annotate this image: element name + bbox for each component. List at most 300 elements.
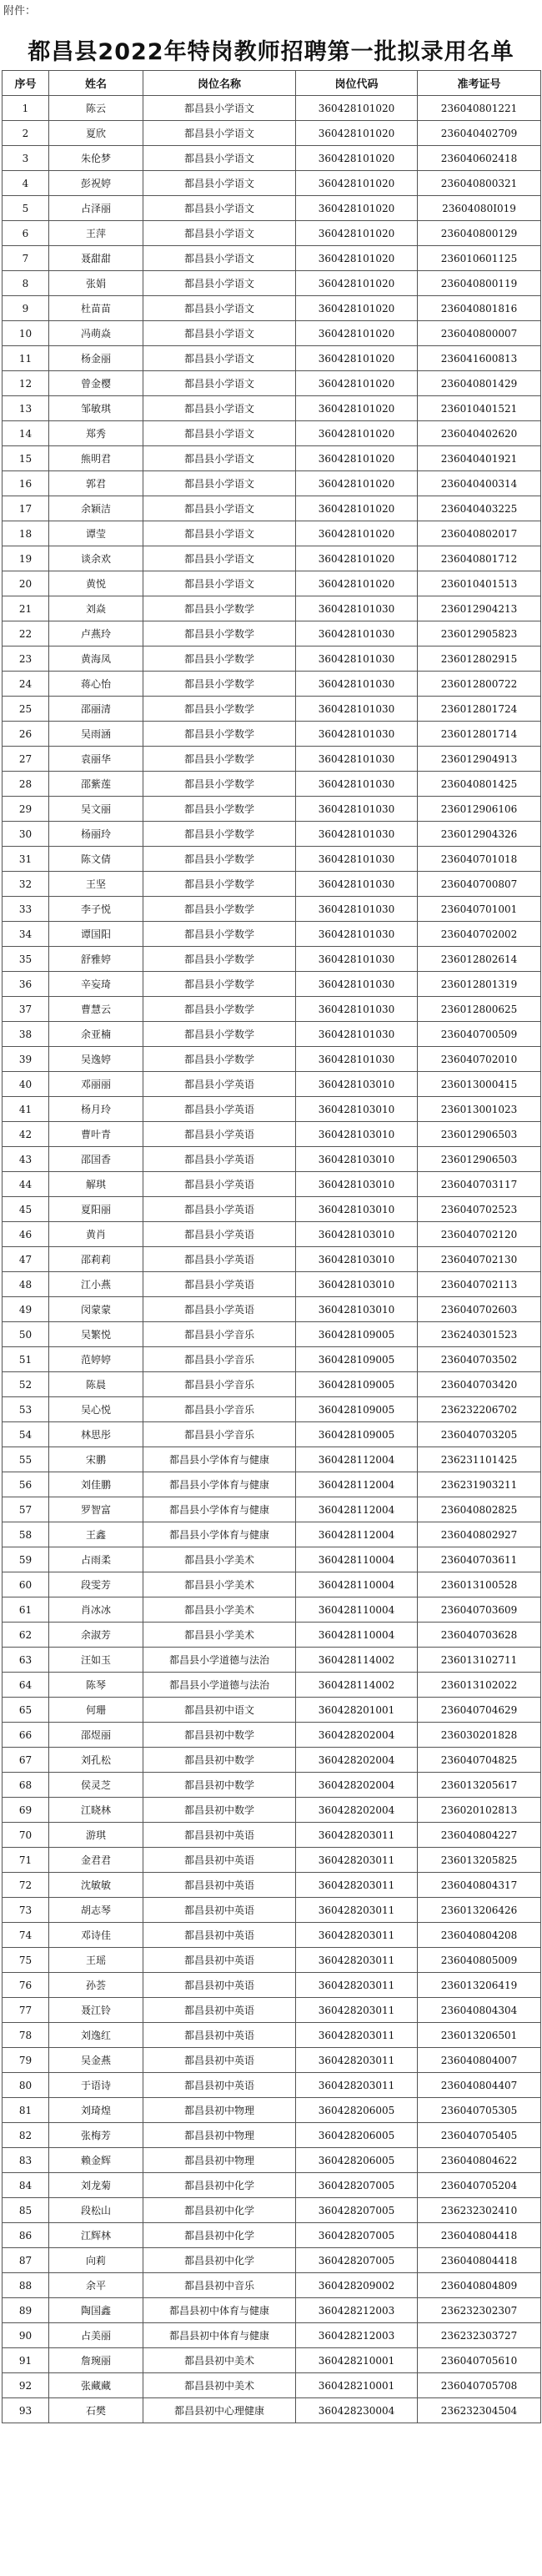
cell-position-name: 都昌县小学英语 [143,1147,296,1172]
cell-index: 31 [3,847,49,872]
cell-position-name: 都昌县小学英语 [143,1272,296,1297]
cell-position-name: 都昌县小学数学 [143,647,296,672]
table-row [3,496,541,521]
cell-index: 57 [3,1497,49,1522]
table-row [3,1798,541,1823]
cell-position-name: 都昌县小学语文 [143,571,296,596]
cell-position-name: 都昌县初中物理 [143,2123,296,2148]
cell-index: 93 [3,2398,49,2423]
table-row [3,521,541,546]
cell-position-name: 都昌县小学数学 [143,797,296,822]
cell-position-name: 都昌县小学数学 [143,822,296,847]
cell-exam-number: 236040804418 [418,2223,541,2248]
cell-exam-number: 236040705610 [418,2348,541,2373]
cell-position-code: 360428109005 [296,1372,418,1397]
cell-index: 78 [3,2023,49,2048]
cell-exam-number: 236040805009 [418,1948,541,1973]
cell-position-name: 都昌县小学数学 [143,847,296,872]
cell-position-name: 都昌县小学数学 [143,621,296,647]
cell-name: 王鑫 [49,1522,143,1547]
cell-name: 段雯芳 [49,1572,143,1597]
cell-exam-number: 236040800129 [418,221,541,246]
cell-position-name: 都昌县小学道德与法治 [143,1648,296,1673]
cell-index: 66 [3,1723,49,1748]
cell-position-name: 都昌县初中数学 [143,1798,296,1823]
cell-name: 曹叶青 [49,1122,143,1147]
cell-position-name: 都昌县初中英语 [143,1973,296,1998]
cell-position-code: 360428101030 [296,972,418,997]
cell-index: 72 [3,1873,49,1898]
cell-position-code: 360428101020 [296,146,418,171]
table-row [3,2173,541,2198]
table-row [3,1447,541,1472]
cell-index: 11 [3,346,49,371]
table-row [3,797,541,822]
cell-name: 范婷婷 [49,1347,143,1372]
cell-index: 24 [3,672,49,697]
cell-position-code: 360428109005 [296,1422,418,1447]
table-row [3,1698,541,1723]
cell-index: 44 [3,1172,49,1197]
cell-name: 熊明君 [49,446,143,471]
cell-name: 彭祝婷 [49,171,143,196]
table-row [3,2398,541,2423]
cell-position-code: 360428101020 [296,446,418,471]
cell-name: 吴金燕 [49,2048,143,2073]
cell-exam-number: 236040804304 [418,1998,541,2023]
cell-name: 郑秀 [49,421,143,446]
cell-position-name: 都昌县小学音乐 [143,1322,296,1347]
table-row [3,1222,541,1247]
cell-position-code: 360428203011 [296,2048,418,2073]
header-index: 序号 [3,71,49,96]
cell-name: 占美丽 [49,2323,143,2348]
cell-position-code: 360428101020 [296,196,418,221]
cell-position-code: 360428212003 [296,2323,418,2348]
cell-exam-number: 236012802614 [418,947,541,972]
table-row [3,1748,541,1773]
table-row [3,772,541,797]
cell-position-code: 360428101020 [296,396,418,421]
cell-exam-number: 236040802825 [418,1497,541,1522]
cell-position-name: 都昌县小学音乐 [143,1397,296,1422]
cell-position-name: 都昌县初中数学 [143,1748,296,1773]
cell-index: 92 [3,2373,49,2398]
cell-index: 36 [3,972,49,997]
cell-position-name: 都昌县初中英语 [143,1948,296,1973]
cell-position-code: 360428101020 [296,521,418,546]
cell-exam-number: 236020102813 [418,1798,541,1823]
cell-index: 12 [3,371,49,396]
table-row [3,146,541,171]
cell-name: 刘孔松 [49,1748,143,1773]
cell-name: 沈敏敏 [49,1873,143,1898]
cell-position-name: 都昌县初中英语 [143,2023,296,2048]
cell-exam-number: 236040402709 [418,121,541,146]
table-row [3,897,541,922]
cell-index: 21 [3,596,49,621]
cell-position-name: 都昌县初中化学 [143,2248,296,2273]
cell-exam-number: 236231903211 [418,1472,541,1497]
cell-position-name: 都昌县小学数学 [143,596,296,621]
table-row [3,1372,541,1397]
table-row [3,371,541,396]
cell-position-name: 都昌县小学数学 [143,897,296,922]
cell-index: 84 [3,2173,49,2198]
table-row [3,2098,541,2123]
cell-name: 谭国阳 [49,922,143,947]
table-row [3,1848,541,1873]
cell-name: 邵紫莲 [49,772,143,797]
cell-position-code: 360428103010 [296,1197,418,1222]
cell-position-name: 都昌县初中数学 [143,1773,296,1798]
cell-exam-number: 236040804418 [418,2248,541,2273]
cell-position-code: 360428101030 [296,872,418,897]
cell-exam-number: 236012904213 [418,596,541,621]
cell-position-code: 360428210001 [296,2348,418,2373]
cell-position-code: 360428203011 [296,1823,418,1848]
cell-index: 88 [3,2273,49,2298]
table-row [3,2248,541,2273]
table-row [3,571,541,596]
cell-exam-number: 236232303727 [418,2323,541,2348]
table-row [3,997,541,1022]
cell-index: 65 [3,1698,49,1723]
cell-position-code: 360428207005 [296,2248,418,2273]
cell-index: 75 [3,1948,49,1973]
cell-position-name: 都昌县小学体育与健康 [143,1497,296,1522]
cell-index: 67 [3,1748,49,1773]
cell-index: 51 [3,1347,49,1372]
cell-name: 黄海凤 [49,647,143,672]
cell-index: 2 [3,121,49,146]
table-row [3,872,541,897]
cell-name: 胡志琴 [49,1898,143,1923]
cell-name: 吴雨涵 [49,722,143,747]
cell-position-code: 360428203011 [296,1973,418,1998]
cell-exam-number: 236040401921 [418,446,541,471]
cell-name: 曾金樱 [49,371,143,396]
cell-position-code: 360428207005 [296,2173,418,2198]
cell-position-name: 都昌县小学英语 [143,1097,296,1122]
table-row [3,1197,541,1222]
table-row [3,1873,541,1898]
cell-position-name: 都昌县小学美术 [143,1597,296,1623]
table-row [3,1572,541,1597]
cell-exam-number: 236040802927 [418,1522,541,1547]
table-row [3,1673,541,1698]
cell-index: 6 [3,221,49,246]
cell-index: 69 [3,1798,49,1823]
cell-name: 邵煜丽 [49,1723,143,1748]
cell-name: 余颖洁 [49,496,143,521]
cell-exam-number: 236012905823 [418,621,541,647]
cell-position-code: 360428101020 [296,421,418,446]
table-row [3,722,541,747]
cell-position-code: 360428101030 [296,897,418,922]
table-header-row [3,71,541,96]
table-row [3,2373,541,2398]
cell-index: 71 [3,1848,49,1873]
cell-exam-number: 236040701018 [418,847,541,872]
cell-position-code: 360428103010 [296,1122,418,1147]
table-row [3,1422,541,1447]
cell-name: 邵国香 [49,1147,143,1172]
cell-exam-number: 236040703420 [418,1372,541,1397]
cell-name: 余淑芳 [49,1623,143,1648]
cell-name: 赖金辉 [49,2148,143,2173]
table-row [3,1047,541,1072]
cell-position-code: 360428103010 [296,1147,418,1172]
cell-exam-number: 236040402620 [418,421,541,446]
cell-position-name: 都昌县小学数学 [143,672,296,697]
cell-position-code: 360428110004 [296,1572,418,1597]
cell-name: 占泽丽 [49,196,143,221]
cell-position-code: 360428112004 [296,1497,418,1522]
cell-name: 陶国鑫 [49,2298,143,2323]
cell-position-code: 360428203011 [296,1998,418,2023]
cell-exam-number: 236040804007 [418,2048,541,2073]
cell-position-name: 都昌县初中英语 [143,2048,296,2073]
cell-position-name: 都昌县小学语文 [143,296,296,321]
cell-name: 杨金丽 [49,346,143,371]
cell-name: 向莉 [49,2248,143,2273]
table-row [3,1097,541,1122]
table-row [3,621,541,647]
table-row [3,2223,541,2248]
cell-position-name: 都昌县小学英语 [143,1172,296,1197]
cell-exam-number: 236012800722 [418,672,541,697]
cell-index: 27 [3,747,49,772]
cell-position-code: 360428202004 [296,1798,418,1823]
cell-position-code: 360428110004 [296,1623,418,1648]
cell-position-name: 都昌县初中物理 [143,2148,296,2173]
cell-index: 73 [3,1898,49,1923]
cell-name: 邵莉莉 [49,1247,143,1272]
table-row [3,221,541,246]
cell-name: 邓丽丽 [49,1072,143,1097]
cell-index: 1 [3,96,49,121]
cell-position-name: 都昌县小学数学 [143,722,296,747]
table-row [3,697,541,722]
table-row [3,2148,541,2173]
cell-position-name: 都昌县小学英语 [143,1072,296,1097]
cell-exam-number: 236012906503 [418,1122,541,1147]
cell-name: 林思彤 [49,1422,143,1447]
cell-name: 陈文倩 [49,847,143,872]
cell-exam-number: 236040804809 [418,2273,541,2298]
cell-index: 16 [3,471,49,496]
cell-exam-number: 236030201828 [418,1723,541,1748]
cell-position-code: 360428112004 [296,1472,418,1497]
cell-exam-number: 236040703609 [418,1597,541,1623]
cell-position-name: 都昌县小学体育与健康 [143,1472,296,1497]
cell-position-code: 360428101030 [296,747,418,772]
cell-index: 8 [3,271,49,296]
cell-index: 48 [3,1272,49,1297]
cell-exam-number: 236232206702 [418,1397,541,1422]
cell-index: 55 [3,1447,49,1472]
cell-exam-number: 236012904326 [418,822,541,847]
table-row [3,346,541,371]
cell-position-code: 360428101020 [296,471,418,496]
cell-name: 王坚 [49,872,143,897]
cell-index: 77 [3,1998,49,2023]
cell-exam-number: 236013102022 [418,1673,541,1698]
cell-exam-number: 236040801425 [418,772,541,797]
cell-position-code: 360428207005 [296,2198,418,2223]
table-row [3,1898,541,1923]
cell-exam-number: 236040804208 [418,1923,541,1948]
cell-position-code: 360428101030 [296,947,418,972]
cell-index: 35 [3,947,49,972]
table-row [3,421,541,446]
cell-position-code: 360428101030 [296,847,418,872]
cell-position-name: 都昌县小学语文 [143,521,296,546]
table-row [3,396,541,421]
cell-position-name: 都昌县小学语文 [143,146,296,171]
cell-position-name: 都昌县小学语文 [143,421,296,446]
cell-position-name: 都昌县小学语文 [143,446,296,471]
cell-exam-number: 236013206426 [418,1898,541,1923]
cell-position-name: 都昌县初中化学 [143,2173,296,2198]
cell-name: 李子悦 [49,897,143,922]
cell-position-name: 都昌县小学英语 [143,1247,296,1272]
table-row [3,596,541,621]
cell-position-name: 都昌县小学数学 [143,772,296,797]
cell-name: 罗智富 [49,1497,143,1522]
cell-exam-number: 236231101425 [418,1447,541,1472]
attachment-label: 附件： [3,5,37,18]
table-row [3,1022,541,1047]
cell-index: 25 [3,697,49,722]
cell-index: 64 [3,1673,49,1698]
cell-position-name: 都昌县小学语文 [143,221,296,246]
cell-index: 42 [3,1122,49,1147]
cell-position-name: 都昌县初中体育与健康 [143,2323,296,2348]
table-row [3,121,541,146]
cell-exam-number: 236012802915 [418,647,541,672]
cell-index: 43 [3,1147,49,1172]
cell-exam-number: 236012800625 [418,997,541,1022]
cell-position-code: 360428101020 [296,321,418,346]
cell-index: 62 [3,1623,49,1648]
cell-name: 江晓林 [49,1798,143,1823]
table-row [3,1597,541,1623]
table-row [3,2348,541,2373]
cell-position-code: 360428206005 [296,2148,418,2173]
cell-position-code: 360428101030 [296,822,418,847]
cell-index: 47 [3,1247,49,1272]
cell-exam-number: 236013001023 [418,1097,541,1122]
cell-exam-number: 236040703117 [418,1172,541,1197]
cell-position-code: 360428101020 [296,371,418,396]
cell-exam-number: 236013205825 [418,1848,541,1873]
cell-position-name: 都昌县初中英语 [143,2073,296,2098]
cell-exam-number: 236040705305 [418,2098,541,2123]
cell-index: 20 [3,571,49,596]
cell-position-code: 360428109005 [296,1347,418,1372]
table-row [3,1998,541,2023]
cell-index: 23 [3,647,49,672]
cell-position-name: 都昌县初中英语 [143,1848,296,1873]
cell-name: 游琪 [49,1823,143,1848]
cell-index: 83 [3,2148,49,2173]
cell-name: 黄肖 [49,1222,143,1247]
cell-exam-number: 236010401521 [418,396,541,421]
cell-position-code: 360428203011 [296,1923,418,1948]
cell-position-name: 都昌县小学数学 [143,997,296,1022]
cell-position-code: 360428203011 [296,1848,418,1873]
cell-exam-number: 236040702603 [418,1297,541,1322]
cell-index: 81 [3,2098,49,2123]
cell-index: 7 [3,246,49,271]
cell-exam-number: 236040403225 [418,496,541,521]
header-exam-number: 准考证号 [418,71,541,96]
cell-name: 何珊 [49,1698,143,1723]
cell-position-name: 都昌县初中体育与健康 [143,2298,296,2323]
cell-exam-number: 236040704629 [418,1698,541,1723]
cell-position-name: 都昌县小学语文 [143,546,296,571]
cell-name: 张梅芳 [49,2123,143,2148]
cell-name: 蒋心怡 [49,672,143,697]
cell-name: 谈余欢 [49,546,143,571]
cell-position-name: 都昌县小学语文 [143,496,296,521]
cell-position-name: 都昌县小学数学 [143,947,296,972]
header-position-code: 岗位代码 [296,71,418,96]
cell-exam-number: 236040802017 [418,521,541,546]
cell-name: 解琪 [49,1172,143,1197]
cell-exam-number: 236040703611 [418,1547,541,1572]
cell-position-code: 360428103010 [296,1097,418,1122]
cell-name: 陈云 [49,96,143,121]
cell-exam-number: 236040700509 [418,1022,541,1047]
cell-position-name: 都昌县初中英语 [143,1873,296,1898]
cell-position-code: 360428101020 [296,571,418,596]
cell-position-name: 都昌县小学语文 [143,396,296,421]
cell-position-name: 都昌县小学语文 [143,171,296,196]
cell-position-code: 360428101020 [296,96,418,121]
table-row [3,2023,541,2048]
cell-exam-number: 236013102711 [418,1648,541,1673]
cell-position-code: 360428101030 [296,797,418,822]
cell-position-name: 都昌县小学数学 [143,1047,296,1072]
cell-position-code: 360428101020 [296,171,418,196]
cell-index: 45 [3,1197,49,1222]
table-row [3,196,541,221]
table-row [3,1122,541,1147]
cell-exam-number: 236013000415 [418,1072,541,1097]
cell-exam-number: 236040705708 [418,2373,541,2398]
cell-position-code: 360428206005 [296,2098,418,2123]
cell-name: 王瑶 [49,1948,143,1973]
cell-exam-number: 236040705204 [418,2173,541,2198]
cell-position-code: 360428101030 [296,772,418,797]
table-row [3,2298,541,2323]
table-row [3,446,541,471]
cell-exam-number: 236010601125 [418,246,541,271]
cell-index: 85 [3,2198,49,2223]
cell-name: 汪如玉 [49,1648,143,1673]
cell-index: 63 [3,1648,49,1673]
cell-position-name: 都昌县小学语文 [143,346,296,371]
cell-exam-number: 236040801429 [418,371,541,396]
cell-position-code: 360428201001 [296,1698,418,1723]
cell-position-code: 360428101030 [296,697,418,722]
cell-exam-number: 236010401513 [418,571,541,596]
cell-exam-number: 236040703502 [418,1347,541,1372]
table-row [3,2048,541,2073]
